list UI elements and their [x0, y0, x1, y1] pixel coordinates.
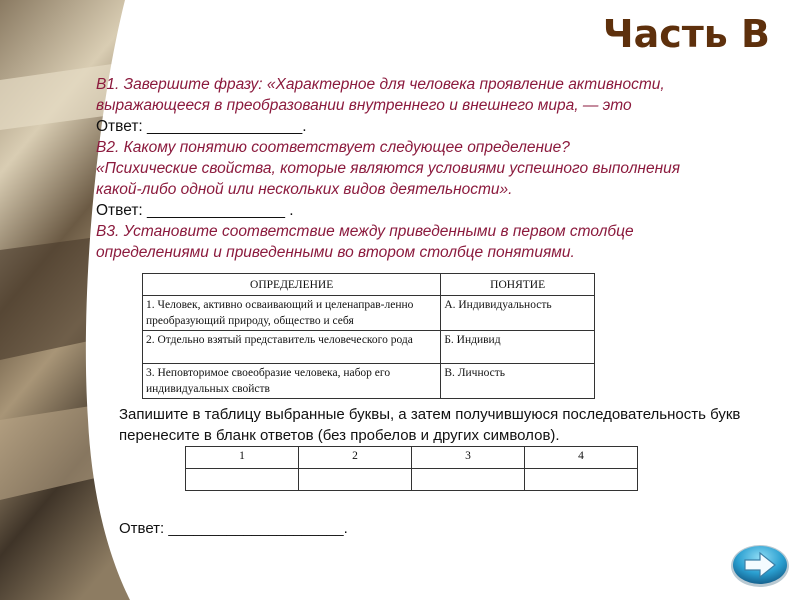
concept-cell: А. Индивидуальность	[441, 296, 595, 331]
definition-cell: 3. Неповторимое своеобразие человека, набор его индивидуальных свойств	[143, 364, 441, 399]
answer-header: 1	[186, 447, 299, 469]
q1-line: В1. Завершите фразу: «Характерное для человека проявление активности,	[96, 76, 665, 93]
answer-cell[interactable]	[412, 469, 525, 491]
q2-line: «Психические свойства, которые являются условиями успешного выполнения	[96, 160, 681, 177]
slide-title: Часть В	[602, 12, 770, 56]
q3-line: В3. Установите соответствие между приведенными в первом столбце	[96, 223, 634, 240]
q2-line: В2. Какому понятию соответствует следующее определение?	[96, 139, 570, 156]
concept-cell: Б. Индивид	[441, 331, 595, 364]
q2-answer: Ответ: ________________ .	[96, 202, 294, 219]
definition-cell: 1. Человек, активно осваивающий и целенаправ-ленно преобразующий природу, общество и себя	[143, 296, 441, 331]
table-row	[143, 364, 595, 399]
next-slide-button[interactable]	[730, 541, 790, 589]
table-row	[143, 331, 595, 364]
answer-header: 3	[412, 447, 525, 469]
instruction-text	[119, 404, 740, 446]
answer-cell[interactable]	[299, 469, 412, 491]
header-definition: ОПРЕДЕЛЕНИЕ	[143, 274, 441, 296]
q1-answer: Ответ: __________________.	[96, 118, 307, 135]
matching-table	[142, 273, 595, 399]
arrow-right-icon	[730, 541, 790, 589]
final-answer: Ответ: _____________________.	[119, 520, 348, 537]
instruction-line: Запишите в таблицу выбранные буквы, а затем получившуюся последовательность букв	[119, 406, 741, 423]
answer-cell[interactable]	[525, 469, 638, 491]
questions-block	[96, 74, 776, 263]
table-row	[143, 296, 595, 331]
q3-line: определениями и приведенными во втором столбце понятиями.	[96, 244, 575, 261]
concept-cell: В. Личность	[441, 364, 595, 399]
header-concept: ПОНЯТИЕ	[441, 274, 595, 296]
answer-header: 4	[525, 447, 638, 469]
answer-table	[185, 446, 638, 491]
q2-line: какой-либо одной или нескольких видов деятельности».	[96, 181, 513, 198]
answer-header: 2	[299, 447, 412, 469]
definition-cell: 2. Отдельно взятый представитель человеческого рода	[143, 331, 441, 364]
instruction-line: перенесите в бланк ответов (без пробелов и других символов).	[119, 427, 560, 444]
answer-cell[interactable]	[186, 469, 299, 491]
q1-line: выражающееся в преобразовании внутреннего и внешнего мира, — это	[96, 97, 632, 114]
